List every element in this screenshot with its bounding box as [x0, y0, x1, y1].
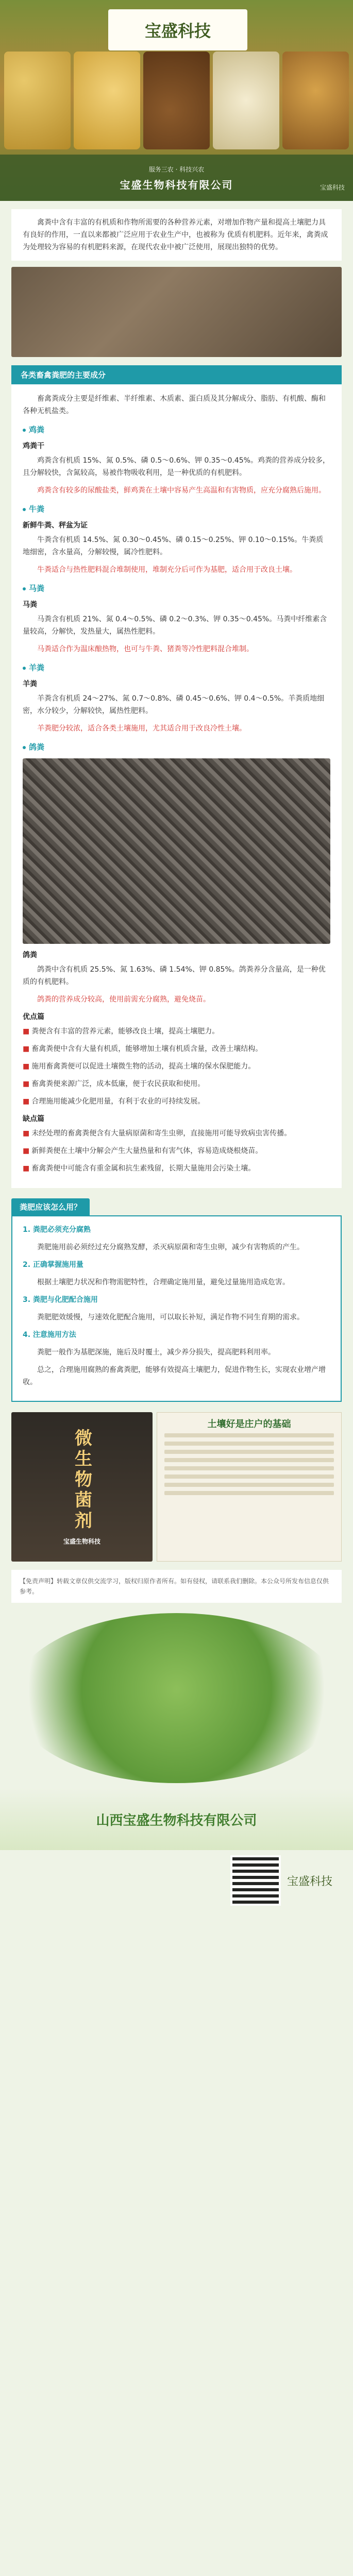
- pigeon-note: 鸽粪的营养成分较高，使用前需充分腐熟，避免烧苗。: [37, 995, 210, 1004]
- header-banner: [0, 0, 353, 201]
- callout-body: [11, 1215, 342, 1402]
- grain-image: [74, 52, 140, 149]
- cattle-text: 牛粪含有机质 14.5%、氮 0.30～0.45%、磷 0.15～0.25%、钾 0.10～0.15%。牛粪质地细密，含水量高，分解较慢，属冷性肥料。: [23, 536, 324, 556]
- qr-code-icon[interactable]: [230, 1855, 281, 1906]
- bullet-dot-icon: [23, 429, 26, 432]
- step-text: 粪肥一般作为基肥深施，施后及时覆土，减少养分损失，提高肥料利用率。: [37, 1348, 275, 1357]
- bullet-dot-icon: [23, 667, 26, 670]
- drawbacks-title: 缺点篇: [23, 1115, 44, 1123]
- document-line: [164, 1450, 334, 1454]
- company-name: 宝盛生物科技有限公司: [120, 179, 233, 191]
- grain-image: [143, 52, 210, 149]
- bullet-icon: ■: [23, 1129, 30, 1138]
- grain-image: [4, 52, 71, 149]
- bullet-icon: ■: [23, 1062, 30, 1071]
- brand-signature: 宝盛科技: [287, 1875, 332, 1888]
- document-line: [164, 1483, 334, 1487]
- callout-title: 粪肥应该怎么用？: [11, 1198, 90, 1215]
- qr-row: [0, 1855, 332, 1906]
- sheep-note: 羊粪肥分较浓，适合各类土壤施用，尤其适合用于改良冷性土壤。: [37, 724, 246, 733]
- region-map-image: [11, 1613, 342, 1783]
- document-line: [164, 1442, 334, 1446]
- horse-text: 马粪含有机质 21%、氮 0.4～0.5%、磷 0.2～0.3%、钾 0.35～0.45%。马粪中纤维素含量较高，分解快，发热量大，属热性肥料。: [23, 615, 327, 636]
- drawback-item: ■ 畜禽粪便中可能含有重金属和抗生素残留，长期大量施用会污染土壤。: [23, 1164, 256, 1173]
- step-heading: 1. 粪肥必须充分腐熟: [23, 1226, 91, 1234]
- step-heading: 3. 粪肥与化肥配合施用: [23, 1296, 98, 1304]
- chicken-text: 鸡粪含有机质 15%、氮 0.5%、磷 0.5～0.6%、钾 0.35～0.45%。鸡粪的营养成分较多，且分解较快，含氮较高，易被作物吸收利用，是一种优质的有机肥料。: [23, 456, 330, 477]
- chicken-note: 鸡粪含有较多的尿酸盐类，鲜鸡粪在土壤中容易产生高温和有害物质，应充分腐熟后施用。: [37, 486, 326, 495]
- subsection-pigeon: 鸽粪: [23, 741, 330, 753]
- benefits-title: 优点篇: [23, 1013, 44, 1021]
- horse-note: 马粪适合作为温床酿热物，也可与牛粪、猪粪等冷性肥料混合堆制。: [37, 645, 254, 653]
- tagline: 服务三农 · 科技兴农: [148, 166, 205, 173]
- document-title: 土壤好是庄户的基础: [207, 1419, 291, 1430]
- product-name: 微生物菌剂: [71, 1428, 92, 1532]
- bullet-icon: ■: [23, 1097, 30, 1106]
- grain-image: [213, 52, 279, 149]
- step-heading: 4. 注意施用方法: [23, 1331, 76, 1339]
- bullet-icon: ■: [23, 1045, 30, 1053]
- benefit-item: ■ 畜禽粪便中含有大量有机质，能够增加土壤有机质含量，改善土壤结构。: [23, 1045, 263, 1053]
- step-heading: 2. 正确掌握施用量: [23, 1261, 83, 1269]
- company-band: [0, 155, 353, 201]
- benefit-item: ■ 合理施用能减少化肥用量，有利于农业的可持续发展。: [23, 1097, 205, 1106]
- usage-callout: [11, 1198, 342, 1402]
- sheep-text: 羊粪含有机质 24～27%、氮 0.7～0.8%、磷 0.45～0.6%、钾 0.4～0.5%。羊粪质地细密，水分较少，分解较快，属热性肥料。: [23, 694, 325, 715]
- section-card: [11, 384, 342, 1188]
- benefit-item: ■ 施用畜禽粪便可以促进土壤微生物的活动，提高土壤的保水保肥能力。: [23, 1062, 256, 1071]
- benefit-item: ■ 畜禽粪便来源广泛，成本低廉，便于农民获取和使用。: [23, 1080, 205, 1088]
- step-text: 粪肥施用前必须经过充分腐熟发酵，杀灭病原菌和寄生虫卵，减少有害物质的产生。: [37, 1243, 304, 1251]
- subsection-cattle: 牛粪: [23, 503, 330, 515]
- pigeon-text: 鸽粪中含有机质 25.5%、氮 1.63%、磷 1.54%、钾 0.85%。鸽粪养分含量高，是一种优质的有机肥料。: [23, 965, 326, 986]
- callout-closing: 总之，合理施用腐熟的畜禽粪肥，能够有效提高土壤肥力，促进作物生长，实现农业增产增收。: [23, 1366, 326, 1386]
- document-line: [164, 1491, 334, 1495]
- bullet-icon: ■: [23, 1027, 30, 1036]
- pigeon-manure-photo: [23, 758, 330, 944]
- product-maker: 宝盛生物科技: [63, 1537, 101, 1545]
- cattle-note: 牛粪适合与热性肥料混合堆制使用，堆制充分后可作为基肥，适合用于改良土壤。: [37, 566, 297, 574]
- document-line: [164, 1475, 334, 1479]
- chicken-label: 鸡粪干: [23, 442, 44, 450]
- bullet-dot-icon: [23, 746, 26, 749]
- drawback-item: ■ 未经处理的畜禽粪便含有大量病原菌和寄生虫卵，直接施用可能导致病虫害传播。: [23, 1129, 292, 1138]
- subsection-sheep: 羊粪: [23, 662, 330, 674]
- bullet-dot-icon: [23, 587, 26, 590]
- subsection-chicken: 鸡粪: [23, 423, 330, 436]
- intro-text: 禽粪中含有丰富的有机质和作物所需要的各种营养元素，对增加作物产量和提高土壤肥力具有良好的作用，一直以来都被广泛应用于农业生产中，也被称为 优质有机肥料。近年来，禽粪成为处理较为容易的有机肥料来源，在现代农业中被广泛使用，展现出独特的优势。: [23, 218, 328, 251]
- brand-logo: 宝盛科技: [108, 9, 247, 50]
- section-title: 各类畜禽粪肥的主要成分: [11, 365, 342, 384]
- document-line: [164, 1466, 334, 1470]
- subsection-horse: 马粪: [23, 582, 330, 595]
- step-text: 粪肥肥效缓慢，与速效化肥配合施用，可以取长补短，满足作物不同生育期的需求。: [37, 1313, 304, 1321]
- cattle-label: 新鲜牛粪、秤盆为证: [23, 521, 88, 530]
- pigeon-label: 鸽粪: [23, 951, 37, 959]
- document-line: [164, 1433, 334, 1437]
- bullet-icon: ■: [23, 1147, 30, 1155]
- sheep-label: 羊粪: [23, 680, 37, 688]
- section-lead: 畜禽粪成分主要是纤维素、半纤维素、木质素、蛋白质及其分解成分、脂肪、有机酸、酶和各种无机盐类。: [23, 395, 326, 415]
- bullet-dot-icon: [23, 508, 26, 511]
- document-line: [164, 1458, 334, 1462]
- benefit-item: ■ 粪便含有丰富的营养元素，能够改良土壤，提高土壤肥力。: [23, 1027, 220, 1036]
- drawback-item: ■ 新鲜粪便在土壤中分解会产生大量热量和有害气体，容易造成烧根烧苗。: [23, 1147, 263, 1155]
- corner-logo: 宝盛科技: [320, 184, 345, 191]
- bullet-icon: ■: [23, 1080, 30, 1088]
- manure-photo: [11, 267, 342, 357]
- bullet-icon: ■: [23, 1164, 30, 1173]
- product-ad: [11, 1412, 342, 1562]
- product-bag-image: [11, 1412, 153, 1562]
- company-logo-banner: 山西宝盛生物科技有限公司: [0, 1788, 353, 1850]
- step-text: 根据土壤肥力状况和作物需肥特性，合理确定施用量，避免过量施用造成危害。: [37, 1278, 290, 1286]
- disclaimer: 【免责声明】转载文章仅供交流学习，版权归原作者所有。如有侵权，请联系我们删除。本公众号所发布信息仅供参考。: [11, 1570, 342, 1603]
- horse-label: 马粪: [23, 601, 37, 609]
- grain-collage: [0, 52, 353, 149]
- product-document: [157, 1412, 342, 1562]
- intro-paragraph: [11, 209, 342, 261]
- grain-image: [282, 52, 349, 149]
